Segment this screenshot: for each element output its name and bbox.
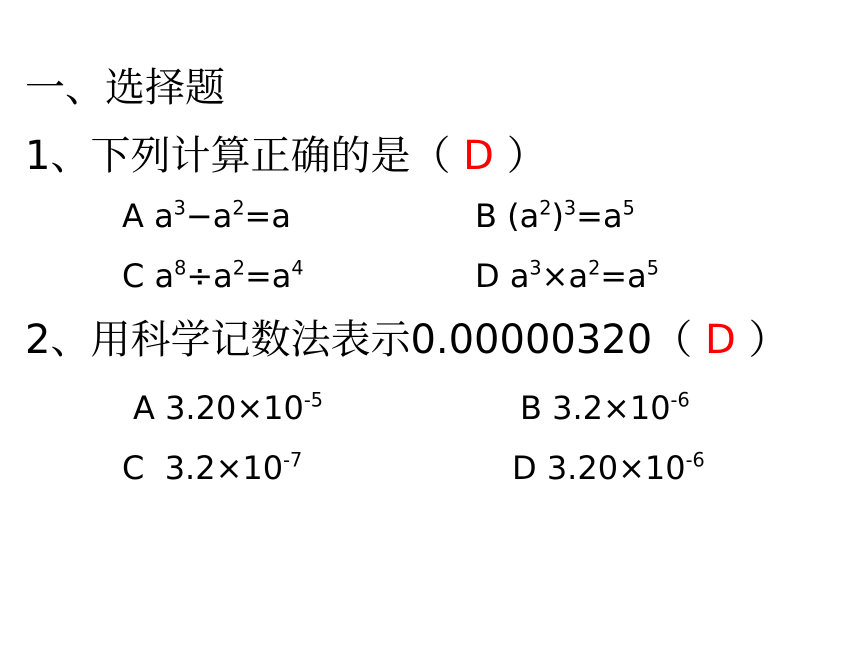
option-letter: D (512, 449, 537, 487)
option-letter: A (133, 389, 155, 427)
q2-option-c: C $3.2\times 10^{-7}$ (122, 448, 303, 487)
option-letter: B (520, 389, 542, 427)
option-letter: A (122, 197, 144, 235)
q2-option-d: D $3.20\times 10^{-6}$ (512, 448, 705, 487)
question-2-answer: D (704, 317, 736, 363)
section-title: 一、选择题 (25, 65, 225, 111)
question-1-stem: 1、下列计算正确的是（ D ） (25, 133, 547, 179)
q2-option-b: B $3.2\times 10^{-6}$ (520, 388, 690, 427)
option-letter: C (122, 449, 145, 487)
q1-option-a: A $a^3-a^2=a$ (122, 196, 291, 235)
option-letter: D (475, 257, 500, 295)
question-1-answer: D (463, 133, 494, 179)
q2-option-a: A $3.20\times 10^{-5}$ (133, 388, 323, 427)
q1-option-d: D $a^3\times a^2=a^5$ (475, 256, 659, 295)
option-letter: B (475, 197, 497, 235)
q1-option-c: C $a^8\div a^2=a^4$ (122, 256, 304, 295)
option-letter: C (122, 257, 145, 295)
q1-option-b: B $(a^2)^3=a^5$ (475, 196, 635, 235)
question-2-stem: 2、用科学记数法表示0.00000320（ D ） (25, 317, 789, 363)
